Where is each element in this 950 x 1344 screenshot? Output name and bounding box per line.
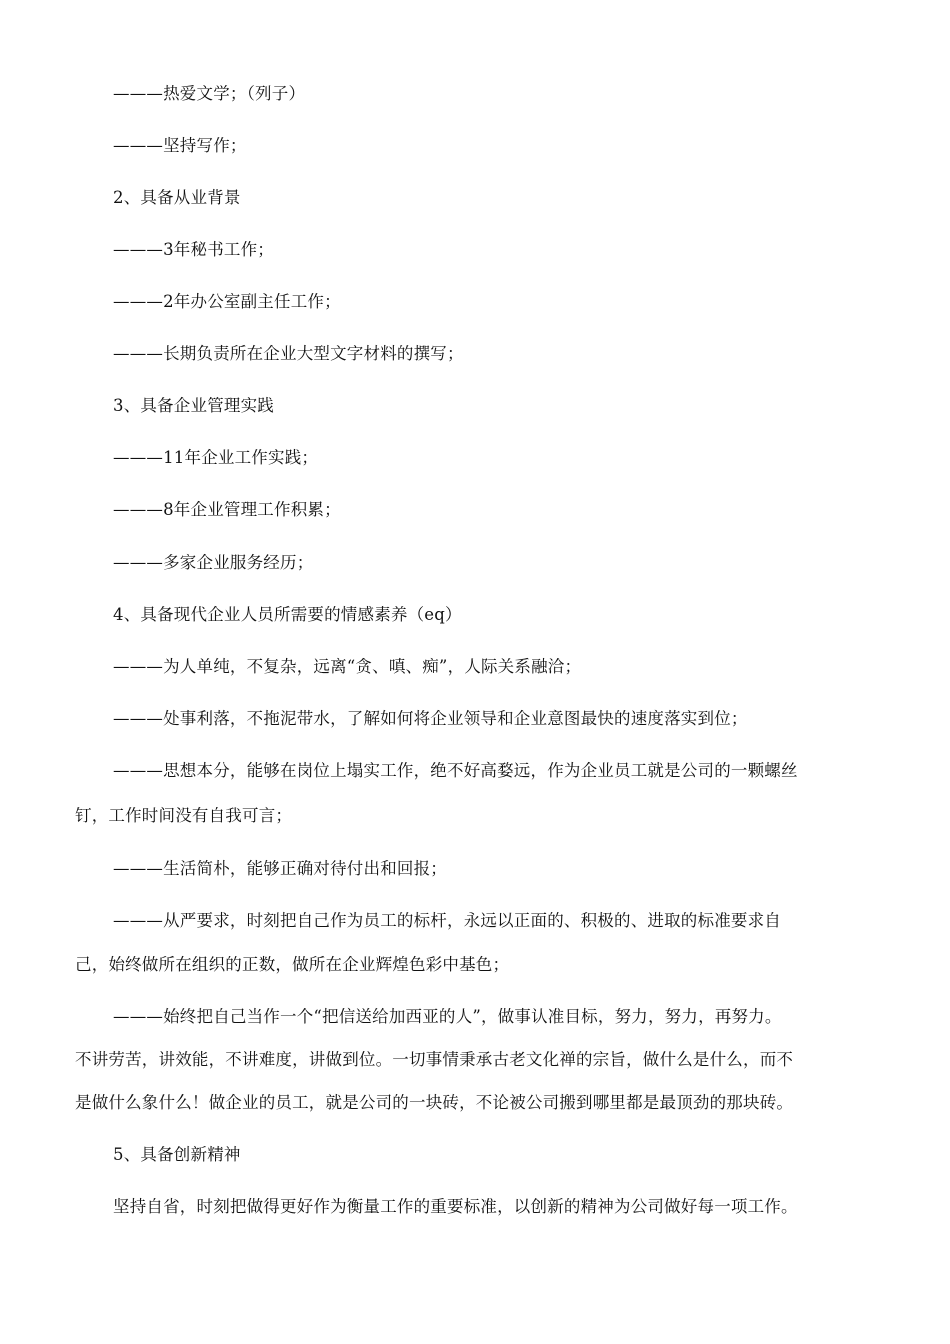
text-line: ———为人单纯，不复杂，远离“贪、嗔、痴”，人际关系融洽； bbox=[113, 657, 582, 676]
text-line: ———长期负责所在企业大型文字材料的撰写； bbox=[113, 344, 464, 363]
paragraph-line: 钉，工作时间没有自我可言； bbox=[75, 806, 293, 825]
section-heading: 5、具备创新精神 bbox=[113, 1145, 241, 1164]
paragraph-line: ———从严要求，时刻把自己作为员工的标杆，永远以正面的、积极的、进取的标准要求自 bbox=[113, 911, 781, 930]
paragraph-line: 不讲劳苦，讲效能，不讲难度，讲做到位。一切事情秉承古老文化禅的宗旨，做什么是什么，而不 bbox=[75, 1050, 794, 1069]
paragraph-line: 是做什么象什么！做企业的员工，就是公司的一块砖，不论被公司搬到哪里都是最顶劲的那块砖。 bbox=[75, 1093, 794, 1112]
text-line: ———11年企业工作实践； bbox=[113, 448, 319, 467]
section-heading: 3、具备企业管理实践 bbox=[113, 396, 274, 415]
section-heading: 4、具备现代企业人员所需要的情感素养（eq） bbox=[113, 605, 462, 624]
text-line: ———多家企业服务经历； bbox=[113, 553, 314, 572]
text-line: ———8年企业管理工作积累； bbox=[113, 500, 341, 519]
text-line: ———3年秘书工作； bbox=[113, 240, 274, 259]
text-line: ———处事利落，不拖泥带水，了解如何将企业领导和企业意图最快的速度落实到位； bbox=[113, 709, 748, 728]
text-line: ———热爱文学；（列子） bbox=[113, 84, 306, 103]
text-line: 坚持自省，时刻把做得更好作为衡量工作的重要标准，以创新的精神为公司做好每一项工作。 bbox=[113, 1197, 798, 1216]
text-line: ———2年办公室副主任工作； bbox=[113, 292, 341, 311]
paragraph-line: 己，始终做所在组织的正数，做所在企业辉煌色彩中基色； bbox=[75, 955, 510, 974]
section-heading: 2、具备从业背景 bbox=[113, 188, 241, 207]
paragraph-line: ———思想本分，能够在岗位上塌实工作，绝不好高婺远，作为企业员工就是公司的一颗螺丝 bbox=[113, 761, 798, 780]
text-line: ———生活简朴，能够正确对待付出和回报； bbox=[113, 859, 447, 878]
paragraph-line: ———始终把自己当作一个“把信送给加西亚的人”，做事认准目标，努力，努力，再努力。 bbox=[113, 1007, 782, 1026]
text-line: ———坚持写作； bbox=[113, 136, 247, 155]
